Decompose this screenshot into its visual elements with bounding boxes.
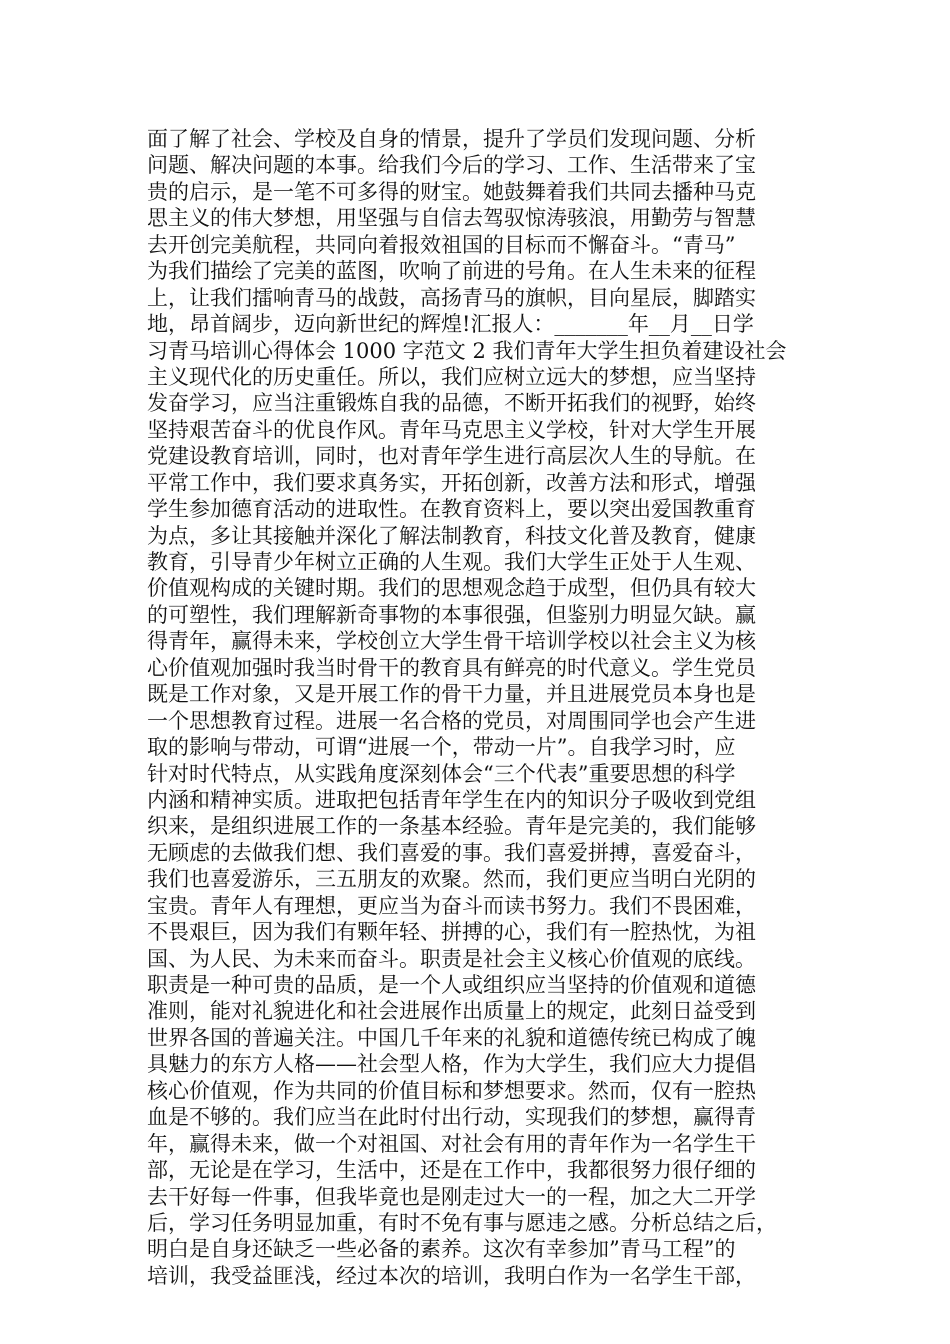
text-line: 发奋学习，应当注重锻炼自我的品德，不断开拓我们的视野，始终 bbox=[147, 391, 756, 416]
text-line: 部，无论是在学习，生活中，还是在工作中，我都很努力很仔细的 bbox=[147, 1158, 756, 1183]
text-line: 为我们描绘了完美的蓝图，吹响了前进的号角。在人生未来的征程 bbox=[147, 259, 756, 284]
text-line: 思主义的伟大梦想，用坚强与自信去驾驭惊涛骇浪，用勤劳与智慧 bbox=[147, 206, 756, 231]
text-line: 平常工作中，我们要求真务实，开拓创新，改善方法和形式，增强 bbox=[147, 470, 756, 495]
text-line: 上，让我们擂响青马的战鼓，高扬青马的旗帜，目向星辰，脚踏实 bbox=[147, 285, 756, 310]
text-line: 内涵和精神实质。进取把包括青年学生在内的知识分子吸收到党组 bbox=[147, 787, 756, 812]
text-line: 我们也喜爱游乐，三五朋友的欢聚。然而，我们更应当明白光阴的 bbox=[147, 867, 756, 892]
body-text bbox=[147, 126, 827, 1289]
text-line: 年，赢得未来，做一个对祖国、对社会有用的青年作为一名学生干 bbox=[147, 1131, 756, 1156]
text-line: 面了解了社会、学校及自身的情景，提升了学员们发现问题、分析 bbox=[147, 127, 756, 151]
text-line: 无顾虑的去做我们想、我们喜爱的事。我们喜爱拼搏，喜爱奋斗， bbox=[147, 840, 756, 865]
text-line: 核心价值观，作为共同的价值目标和梦想要求。然而，仅有一腔热 bbox=[147, 1078, 756, 1103]
text-line: 培训，我受益匪浅，经过本次的培训，我明白作为一名学生干部， bbox=[147, 1263, 756, 1288]
text-line: 宝贵。青年人有理想，更应当为奋斗而读书努力。我们不畏困难， bbox=[147, 893, 756, 918]
text-line: 习青马培训心得体会 1000 字范文 2 我们青年大学生担负着建设社会 bbox=[147, 338, 787, 363]
text-line: 后，学习任务明显加重，有时不免有事与愿违之感。分析总结之后， bbox=[147, 1210, 777, 1235]
text-line: 职责是一种可贵的品质，是一个人或组织应当坚持的价值观和道德 bbox=[147, 973, 756, 997]
text-line: 得青年，赢得未来，学校创立大学生骨干培训学校以社会主义为核 bbox=[147, 629, 756, 654]
text-line: 价值观构成的关键时期。我们的思想观念趋于成型，但仍具有较大 bbox=[147, 576, 756, 601]
text-line: 党建设教育培训，同时，也对青年学生进行高层次人生的导航。在 bbox=[147, 444, 756, 469]
text-line: 教育，引导青少年树立正确的人生观。我们大学生正处于人生观、 bbox=[147, 550, 756, 574]
text-line: 具魅力的东方人格——社会型人格，作为大学生，我们应大力提倡 bbox=[147, 1052, 756, 1077]
text-line: 血是不够的。我们应当在此时付出行动，实现我们的梦想，赢得青 bbox=[147, 1105, 756, 1130]
text-line: 主义现代化的历史重任。所以，我们应树立远大的梦想，应当坚持 bbox=[147, 364, 756, 389]
text-line: 为点，多让其接触并深化了解法制教育，科技文化普及教育，健康 bbox=[147, 523, 756, 548]
text-line: 心价值观加强时我当时骨干的教育具有鲜亮的时代意义。学生党员 bbox=[147, 655, 756, 680]
text-line: 问题、解决问题的本事。给我们今后的学习、工作、生活带来了宝 bbox=[147, 153, 756, 178]
text-line: 世界各国的普遍关注。中国几千年来的礼貌和道德传统已构成了魄 bbox=[147, 1025, 756, 1050]
text-line: 取的影响与带动，可谓“进展一个，带动一片”。自我学习时，应 bbox=[147, 735, 736, 760]
text-line: 国、为人民、为未来而奋斗。职责是社会主义核心价值观的底线。 bbox=[147, 946, 756, 971]
text-line: 针对时代特点，从实践角度深刻体会“三个代表”重要思想的科学 bbox=[147, 761, 736, 786]
text-line: 不畏艰巨，因为我们有颗年轻、拼搏的心，我们有一腔热忱，为祖 bbox=[147, 920, 756, 945]
text-line: 既是工作对象，又是开展工作的骨干力量，并且进展党员本身也是 bbox=[147, 682, 756, 707]
text-line: 地，昂首阔步，迈向新世纪的辉煌!汇报人：_______年__月__日学 bbox=[147, 312, 754, 337]
text-line: 坚持艰苦奋斗的优良作风。青年马克思主义学校，针对大学生开展 bbox=[147, 417, 756, 442]
text-line: 准则，能对礼貌进化和社会进展作出质量上的规定，此刻日益受到 bbox=[147, 999, 756, 1024]
text-line: 去开创完美航程，共同向着报效祖国的目标而不懈奋斗。“青马” bbox=[147, 232, 736, 257]
text-line: 去干好每一件事，但我毕竟也是刚走过大一的一程，加之大二开学 bbox=[147, 1184, 756, 1209]
text-line: 学生参加德育活动的进取性。在教育资料上，要以突出爱国教重育 bbox=[147, 497, 756, 522]
text-line: 织来，是组织进展工作的一条基本经验。青年是完美的，我们能够 bbox=[147, 814, 756, 839]
text-line: 一个思想教育过程。进展一名合格的党员，对周围同学也会产生进 bbox=[147, 708, 756, 733]
text-line: 的可塑性，我们理解新奇事物的本事很强，但鉴别力明显欠缺。赢 bbox=[147, 602, 756, 627]
text-line: 贵的启示，是一笔不可多得的财宝。她鼓舞着我们共同去播种马克 bbox=[147, 179, 756, 204]
text-line: 明白是自身还缺乏一些必备的素养。这次有幸参加”青马工程”的 bbox=[147, 1237, 736, 1262]
